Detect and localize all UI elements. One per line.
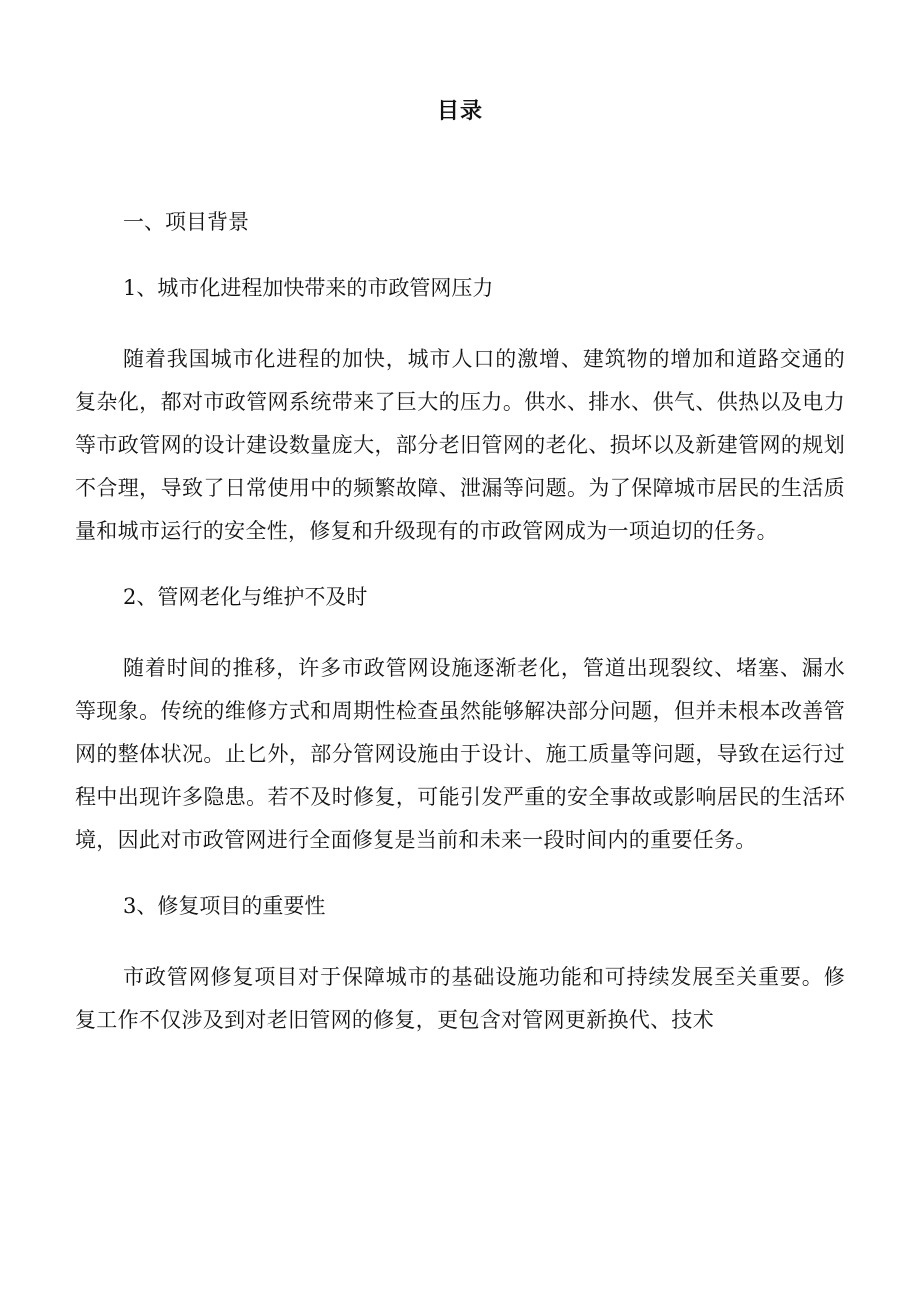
subsection-heading-urbanization-pressure: 1、城市化进程加快带来的市政管网压力 (123, 276, 494, 300)
subsection-heading-project-importance: 3、修复项目的重要性 (123, 894, 326, 918)
subsection-heading-aging-network: 2、管网老化与维护不及时 (123, 585, 368, 609)
section-heading-project-background: 一、项目背景 (123, 210, 249, 234)
paragraph-urbanization-pressure: 随着我国城市化进程的加快，城市人口的激增、建筑物的增加和道路交通的复杂化，都对市政管网系统带来了巨大的压力。供水、排水、供气、供热以及电力等市政管网的设计建设数量庞大，部分老旧管网的老化、损坏以及新建管网的规划不合理，导致了日常使用中的频繁故障、泄漏等问题。为了保障城市居民的生活质量和城市运行的安全性，修复和升级现有的市政管网成为一项迫切的任务。 (75, 347, 845, 543)
page-title: 目录 (436, 99, 483, 124)
paragraph-aging-network: 随着时间的推移，许多市政管网设施逐渐老化，管道出现裂纹、堵塞、漏水等现象。传统的维修方式和周期性检查虽然能够解决部分问题，但并未根本改善管网的整体状况。止匕外，部分管网设施由于设计、施工质量等问题，导致在运行过程中出现许多隐患。若不及时修复，可能引发严重的安全事故或影响居民的生活环境，因此对市政管网进行全面修复是当前和未来一段时间内的重要任务。 (75, 656, 845, 852)
paragraph-project-importance: 市政管网修复项目对于保障城市的基础设施功能和可持续发展至关重要。修复工作不仅涉及到对老旧管网的修复，更包含对管网更新换代、技术 (75, 965, 845, 1032)
document-body (75, 206, 845, 1042)
